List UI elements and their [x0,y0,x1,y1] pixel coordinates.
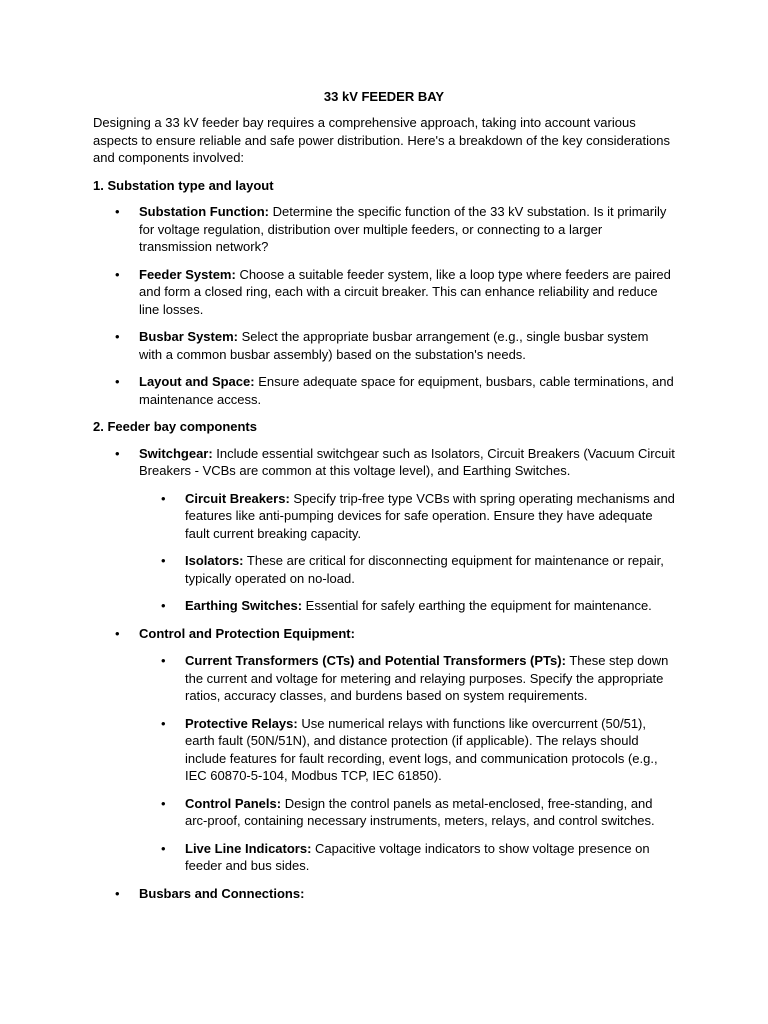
item-text: Determine the specific function of the 33 kV substation. Is it primarily for voltage regulation, distribution over multiple feeders, or connecting to a larger transmission network? [139,204,667,254]
item-term: Control and Protection Equipment: [139,625,355,641]
feeder-bay-list [93,445,675,903]
list-item-control-protection [93,625,675,875]
item-text: These are critical for disconnecting equipment for maintenance or repair, typically operated on no-load. [185,553,664,586]
sublist-item [139,715,675,785]
bullet-icon: • [161,553,166,568]
item-text: Design the control panels as metal-enclosed, free-standing, and arc-proof, containing necessary instruments, meters, relays, and control switches. [185,795,655,828]
bullet-icon: • [115,266,120,282]
list-item-switchgear [93,445,675,615]
list-item [93,203,675,256]
item-text: These step down the current and voltage for metering and relaying purposes. Specify the appropriate ratios, accuracy classes, and burdens based on system requirements. [185,653,669,703]
item-text: Choose a suitable feeder system, like a loop type where feeders are paired and form a closed ring, each with a circuit breaker. This can enhance reliability and reduce line losses. [139,266,671,317]
section-heading-substation: 1. Substation type and layout [93,177,274,193]
item-term: Circuit Breakers: [185,490,290,506]
item-term: Isolators: [185,553,244,568]
item-term: Switchgear: [139,445,213,461]
bullet-icon: • [161,795,166,811]
bullet-icon: • [115,204,120,219]
bullet-icon: • [161,653,166,668]
item-term: Busbars and Connections: [139,885,305,901]
bullet-icon: • [161,715,166,731]
sublist-item [139,795,675,830]
item-text: Use numerical relays with functions like overcurrent (50/51), earth fault (50N/51N), and distance protection (if applicable). The relays should include features for fault recording, event logs, and communication protocols (e.g., IEC 60870-5-104, Modbus TCP, IEC 61850). [185,715,658,783]
bullet-icon: • [115,445,120,461]
item-text: Include essential switchgear such as Isolators, Circuit Breakers (Vacuum Circuit Breakers - VCBs are common at this voltage level), and Earthing Switches. [139,445,675,478]
item-text: Essential for safely earthing the equipment for maintenance. [302,598,652,613]
item-text: Ensure adequate space for equipment, busbars, cable terminations, and maintenance access. [139,374,674,407]
item-text: Capacitive voltage indicators to show voltage presence on feeder and bus sides. [185,840,650,873]
bullet-icon: • [115,625,120,641]
bullet-icon: • [161,840,166,856]
intro-paragraph: Designing a 33 kV feeder bay requires a comprehensive approach, taking into account various aspects to ensure reliable and safe power distribution. Here's a breakdown of the key considerations and components involved: [93,115,670,165]
substation-list [93,203,675,408]
list-item [93,266,675,319]
sublist-item [139,552,675,587]
item-term: Control Panels: [185,795,282,811]
item-term: Busbar System: [139,329,238,344]
list-item [93,373,675,408]
bullet-icon: • [161,490,166,506]
sublist-item [139,840,675,875]
page-title: 33 kV FEEDER BAY [323,89,445,104]
bullet-icon: • [161,598,166,613]
sublist-item [139,490,675,543]
item-term: Live Line Indicators: [185,840,312,856]
control-protection-sublist [139,652,675,875]
sublist-item [139,652,675,705]
item-term: Current Transformers (CTs) and Potential Transformers (PTs): [185,653,566,668]
bullet-icon: • [115,374,120,389]
item-term: Feeder System: [139,266,236,282]
section-heading-feeder-bay: 2. Feeder bay components [93,419,257,434]
bullet-icon: • [115,885,120,901]
switchgear-sublist [139,490,675,615]
bullet-icon: • [115,329,120,344]
item-term: Layout and Space: [139,374,255,389]
item-text: Select the appropriate busbar arrangement (e.g., single busbar system with a common busbar assembly) based on the substation's needs. [139,329,649,362]
sublist-item [139,597,675,615]
item-term: Earthing Switches: [185,598,303,613]
item-text: Specify trip-free type VCBs with spring operating mechanisms and features like anti-pumping devices for safe operation. Ensure they have adequate fault current breaking capacity. [185,490,675,541]
item-term: Protective Relays: [185,715,298,731]
document-body [93,114,675,912]
list-item-busbars [93,885,675,903]
list-item [93,328,675,363]
item-term: Substation Function: [139,204,269,219]
